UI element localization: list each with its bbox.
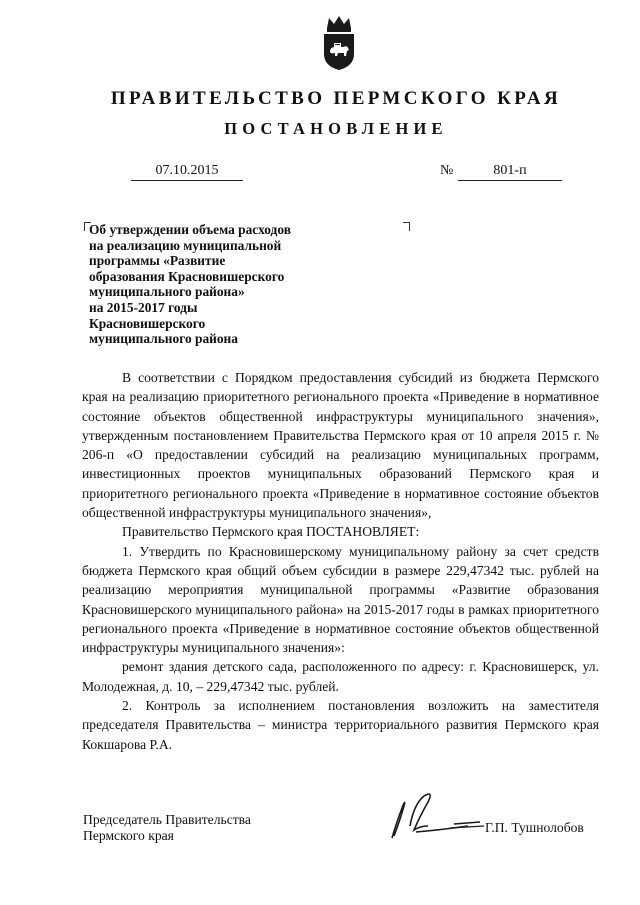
document-number: 801-п [458, 162, 562, 181]
body-paragraph-item-1: 1. Утвердить по Красновишерскому муниципальному району за счет средств бюджета Пермского края общий объем субсидии в размере 229,47342 тыс. рублей на реализацию мероприятия муниципальной программы «Развитие образования Красновишерского муниципального района» на 2015-2017 годы в рамках приоритетного регионального проекта «Приведение в нормативное состояние объектов общественной инфраструктуры муниципального значения»: [82, 543, 599, 656]
subject-line: муниципального района» [89, 284, 245, 300]
number-sign: № [440, 163, 454, 178]
document-subject [89, 222, 329, 347]
perm-krai-coat-of-arms-icon [318, 14, 360, 72]
signatory-name: Г.П. Тушнолобов [485, 820, 584, 835]
subject-bracket-right [403, 222, 410, 231]
handwritten-signature [380, 786, 490, 846]
body-paragraph-item-2: 2. Контроль за исполнением постановления возложить на заместителя председателя Правительства – министра территориального развития Пермского края Кокшарова Р.А. [82, 698, 599, 752]
body-paragraph-preamble: В соответствии с Порядком предоставления субсидий из бюджета Пермского края на реализацию приоритетного регионального проекта «Приведение в нормативное состояние объектов общественной инфраструктуры муниципального значения», утвержденным постановлением Правительства Пермского края от 10 апреля 2015 г. № 206-п «О предоставлении субсидий на реализацию муниципальных программ, инвестиционных проектов муниципальных образований Пермского края и приоритетного регионального проекта «Приведение в нормативное состояние объектов общественной инфраструктуры муниципального значения», [82, 370, 599, 521]
signatory-position-line: Пермского края [83, 828, 174, 843]
body-paragraph-repair: ремонт здания детского сада, расположенного по адресу: г. Красновишерск, ул. Молодежная, д. 10, – 229,47342 тыс. рублей. [82, 659, 599, 694]
signatory-position-line: Председатель Правительства [83, 812, 251, 827]
subject-line: Красновишерского [89, 315, 206, 331]
document-body [82, 368, 599, 754]
document-type: ПОСТАНОВЛЕНИЕ [224, 119, 448, 138]
subject-line: Об утверждении объема расходов [89, 222, 291, 237]
body-paragraph-resolves: Правительство Пермского края ПОСТАНОВЛЯЕТ: [122, 524, 420, 540]
subject-line: на 2015-2017 годы [89, 299, 198, 315]
document-date: 07.10.2015 [131, 162, 243, 181]
signatory-position [83, 812, 251, 844]
subject-bracket-left [84, 222, 91, 231]
subject-line: на реализацию муниципальной [89, 237, 282, 253]
subject-line: программы «Развитие [89, 253, 226, 269]
government-title: ПРАВИТЕЛЬСТВО ПЕРМСКОГО КРАЯ [110, 88, 562, 109]
subject-line: муниципального района [89, 331, 238, 347]
subject-line: образования Красновишерского [89, 268, 285, 284]
